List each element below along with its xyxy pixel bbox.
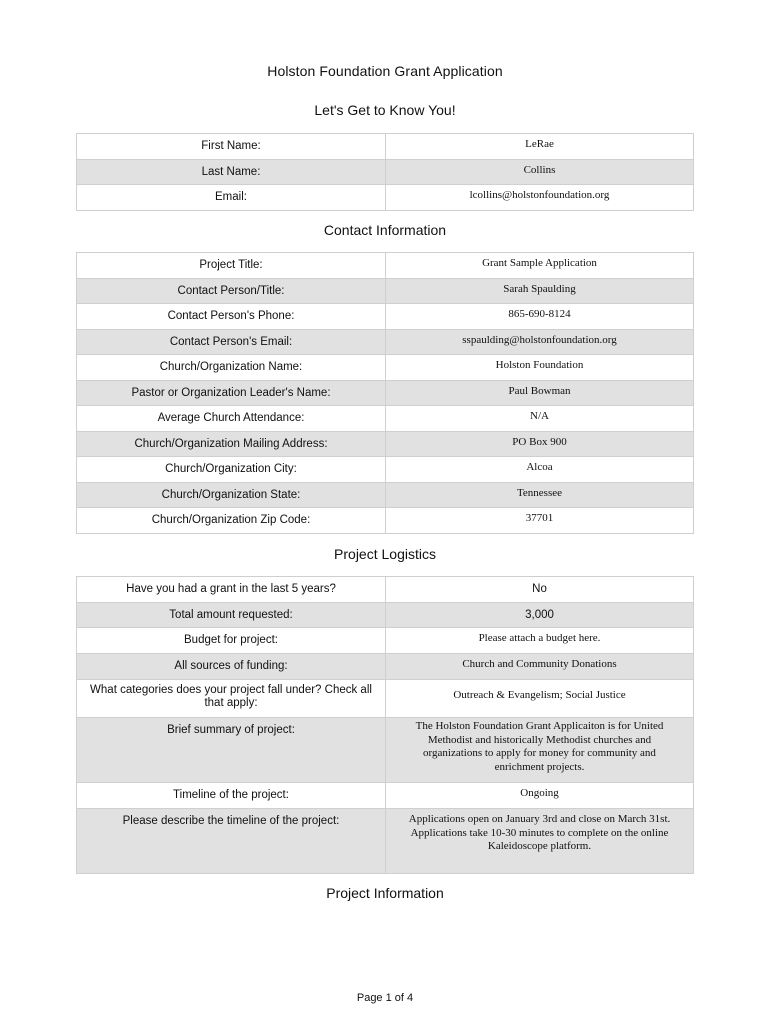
table-row — [77, 508, 694, 534]
project-title-value[interactable]: Grant Sample Application — [386, 253, 694, 279]
table-row — [77, 279, 694, 304]
contact-person-label: Contact Person/Title: — [77, 279, 386, 304]
org-name-value[interactable]: Holston Foundation — [386, 355, 694, 381]
amount-requested-value[interactable]: 3,000 — [386, 603, 694, 628]
state-label: Church/Organization State: — [77, 483, 386, 508]
know-you-table — [76, 133, 694, 211]
funding-sources-label: All sources of funding: — [77, 654, 386, 680]
table-row — [77, 577, 694, 603]
table-row — [77, 457, 694, 483]
zip-code-label: Church/Organization Zip Code: — [77, 508, 386, 534]
table-row — [77, 680, 694, 718]
contact-email-value[interactable]: sspaulding@holstonfoundation.org — [386, 330, 694, 355]
logistics-table — [76, 576, 694, 874]
timeline-description-label: Please describe the timeline of the project: — [77, 809, 386, 874]
table-row — [77, 718, 694, 783]
table-row — [77, 381, 694, 406]
leader-name-value[interactable]: Paul Bowman — [386, 381, 694, 406]
email-value[interactable]: lcollins@holstonfoundation.org — [386, 185, 694, 211]
state-value[interactable]: Tennessee — [386, 483, 694, 508]
first-name-value[interactable]: LeRae — [386, 134, 694, 160]
summary-value[interactable]: The Holston Foundation Grant Applicaiton is for United Methodist and historically Methodist churches and organizations to apply for money for community and enrichment projects. — [386, 718, 694, 783]
categories-label: What categories does your project fall under? Check all that apply: — [77, 680, 386, 718]
project-title-label: Project Title: — [77, 253, 386, 279]
table-row — [77, 654, 694, 680]
attendance-value[interactable]: N/A — [386, 406, 694, 432]
timeline-value[interactable]: Ongoing — [386, 783, 694, 809]
table-row — [77, 432, 694, 457]
table-row — [77, 304, 694, 330]
page-title: Holston Foundation Grant Application — [267, 63, 503, 79]
city-label: Church/Organization City: — [77, 457, 386, 483]
last-name-value[interactable]: Collins — [386, 160, 694, 185]
table-row — [77, 330, 694, 355]
table-row — [77, 783, 694, 809]
contact-table — [76, 252, 694, 534]
prior-grant-label: Have you had a grant in the last 5 years? — [77, 577, 386, 603]
timeline-description-value[interactable]: Applications open on January 3rd and close on March 31st. Applications take 10-30 minutes to complete on the online Kaleidoscope platform. — [386, 809, 694, 874]
summary-label: Brief summary of project: — [77, 718, 386, 783]
table-row — [77, 483, 694, 508]
categories-value[interactable]: Outreach & Evangelism; Social Justice — [386, 680, 694, 718]
amount-requested-label: Total amount requested: — [77, 603, 386, 628]
contact-person-value[interactable]: Sarah Spaulding — [386, 279, 694, 304]
section-heading-know-you: Let's Get to Know You! — [314, 102, 456, 118]
table-row — [77, 355, 694, 381]
first-name-label: First Name: — [77, 134, 386, 160]
table-row — [77, 809, 694, 874]
leader-name-label: Pastor or Organization Leader's Name: — [77, 381, 386, 406]
contact-email-label: Contact Person's Email: — [77, 330, 386, 355]
contact-phone-value[interactable]: 865-690-8124 — [386, 304, 694, 330]
section-heading-contact: Contact Information — [323, 222, 447, 238]
attendance-label: Average Church Attendance: — [77, 406, 386, 432]
email-label: Email: — [77, 185, 386, 211]
table-row — [77, 603, 694, 628]
table-row — [77, 406, 694, 432]
budget-label: Budget for project: — [77, 628, 386, 654]
org-name-label: Church/Organization Name: — [77, 355, 386, 381]
mailing-address-label: Church/Organization Mailing Address: — [77, 432, 386, 457]
table-row — [77, 134, 694, 160]
section-heading-logistics: Project Logistics — [334, 546, 436, 562]
table-row — [77, 185, 694, 211]
table-row — [77, 253, 694, 279]
table-row — [77, 160, 694, 185]
last-name-label: Last Name: — [77, 160, 386, 185]
contact-phone-label: Contact Person's Phone: — [77, 304, 386, 330]
page-number: Page 1 of 4 — [356, 992, 414, 1004]
zip-code-value[interactable]: 37701 — [386, 508, 694, 534]
budget-value[interactable]: Please attach a budget here. — [386, 628, 694, 654]
mailing-address-value[interactable]: PO Box 900 — [386, 432, 694, 457]
city-value[interactable]: Alcoa — [386, 457, 694, 483]
prior-grant-value[interactable]: No — [386, 577, 694, 603]
timeline-label: Timeline of the project: — [77, 783, 386, 809]
section-heading-project-info: Project Information — [326, 885, 444, 901]
funding-sources-value[interactable]: Church and Community Donations — [386, 654, 694, 680]
table-row — [77, 628, 694, 654]
